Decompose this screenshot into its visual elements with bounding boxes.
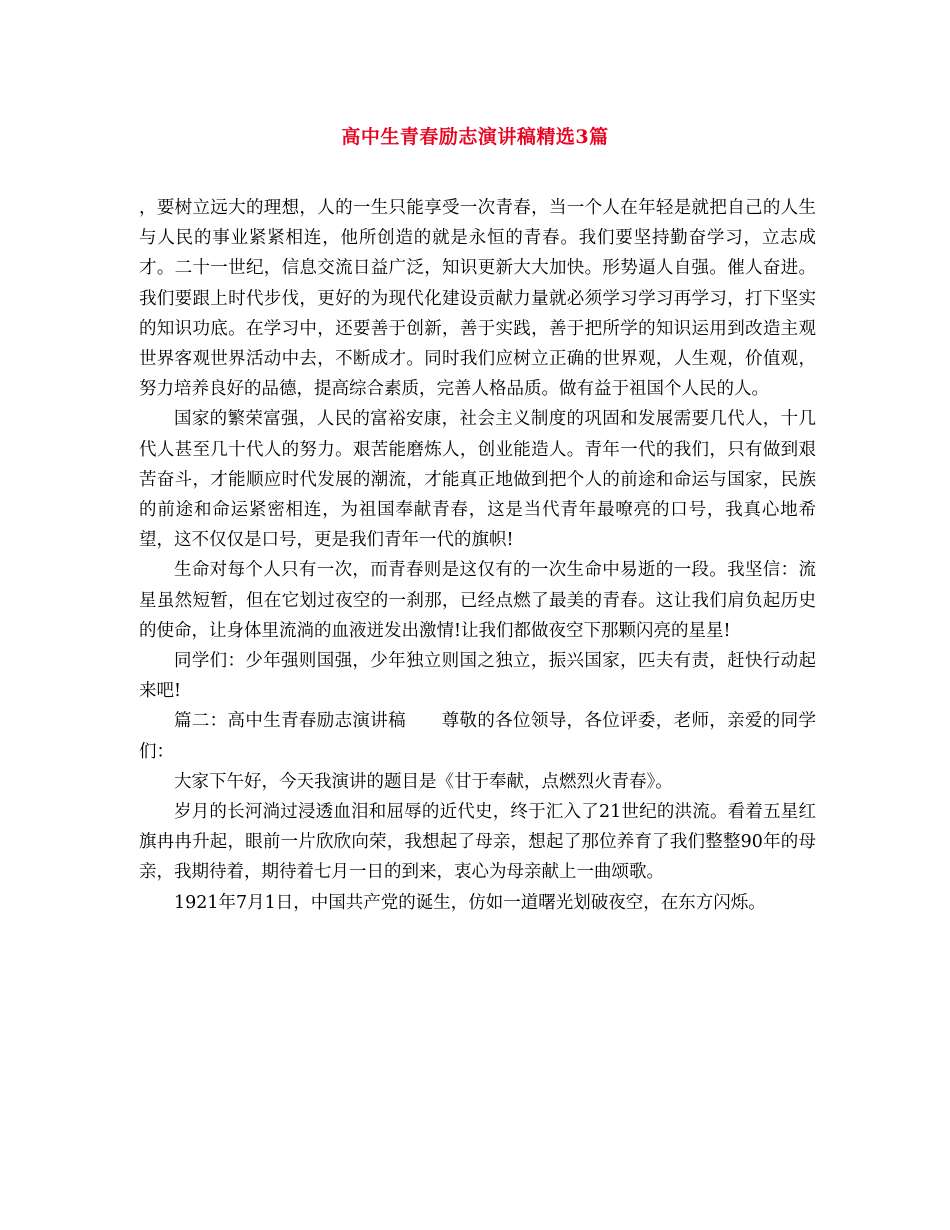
paragraph-1: ，要树立远大的理想，人的一生只能享受一次青春，当一个人在年轻是就把自己的人生与人民的事业紧紧相连，他所创造的就是永恒的青春。我们要坚持勤奋学习，立志成才。二十一世纪，信息交流日益广泛，知识更新大大加快。形势逼人自强。催人奋进。我们要跟上时代步伐，更好的为现代化建设贡献力量就必须学习学习再学习，打下坚实的知识功底。在学习中，还要善于创新，善于实践，善于把所学的知识运用到改造主观世界客观世界活动中去，不断成才。同时我们应树立正确的世界观，人生观，价值观，努力培养良好的品德，提高综合素质，完善人格品质。做有益于祖国个人民的人。 (139, 198, 816, 400)
document-body (139, 193, 816, 918)
paragraph-5: 篇二：高中生青春励志演讲稿 尊敬的各位领导，各位评委，老师，亲爱的同学们： (139, 711, 816, 762)
paragraph-2: 国家的繁荣富强，人民的富裕安康，社会主义制度的巩固和发展需要几代人，十几代人甚至几十代人的努力。艰苦能磨炼人，创业能造人。青年一代的我们，只有做到艰苦奋斗，才能顺应时代发展的潮流，才能真正地做到把个人的前途和命运与国家，民族的前途和命运紧密相连，为祖国奉献青春，这是当代青年最嘹亮的口号，我真心地希望，这不仅仅是口号，更是我们青年一代的旗帜! (139, 409, 816, 551)
paragraph-4: 同学们：少年强则国强，少年独立则国之独立，振兴国家，匹夫有责，赶快行动起来吧! (139, 651, 816, 702)
paragraph-6: 大家下午好，今天我演讲的题目是《甘于奉献，点燃烈火青春》。 (174, 771, 673, 792)
paragraph-7: 岁月的长河淌过浸透血泪和屈辱的近代史，终于汇入了21世纪的洪流。看着五星红旗冉冉升起，眼前一片欣欣向荣，我想起了母亲，想起了那位养育了我们整整90年的母亲，我期待着，期待着七月一日的到来，衷心为母亲献上一曲颂歌。 (139, 802, 816, 883)
document-title: 高中生青春励志演讲稿精选3篇 (341, 126, 609, 148)
paragraph-3: 生命对每个人只有一次，而青春则是这仅有的一次生命中易逝的一段。我坚信：流星虽然短暂，但在它划过夜空的一刹那，已经点燃了最美的青春。这让我们肩负起历史的使命，让身体里流淌的血液迸发出激情!让我们都做夜空下那颗闪亮的星星! (139, 560, 816, 641)
paragraph-8: 1921年7月1日，中国共产党的诞生，仿如一道曙光划破夜空，在东方闪烁。 (174, 892, 766, 913)
